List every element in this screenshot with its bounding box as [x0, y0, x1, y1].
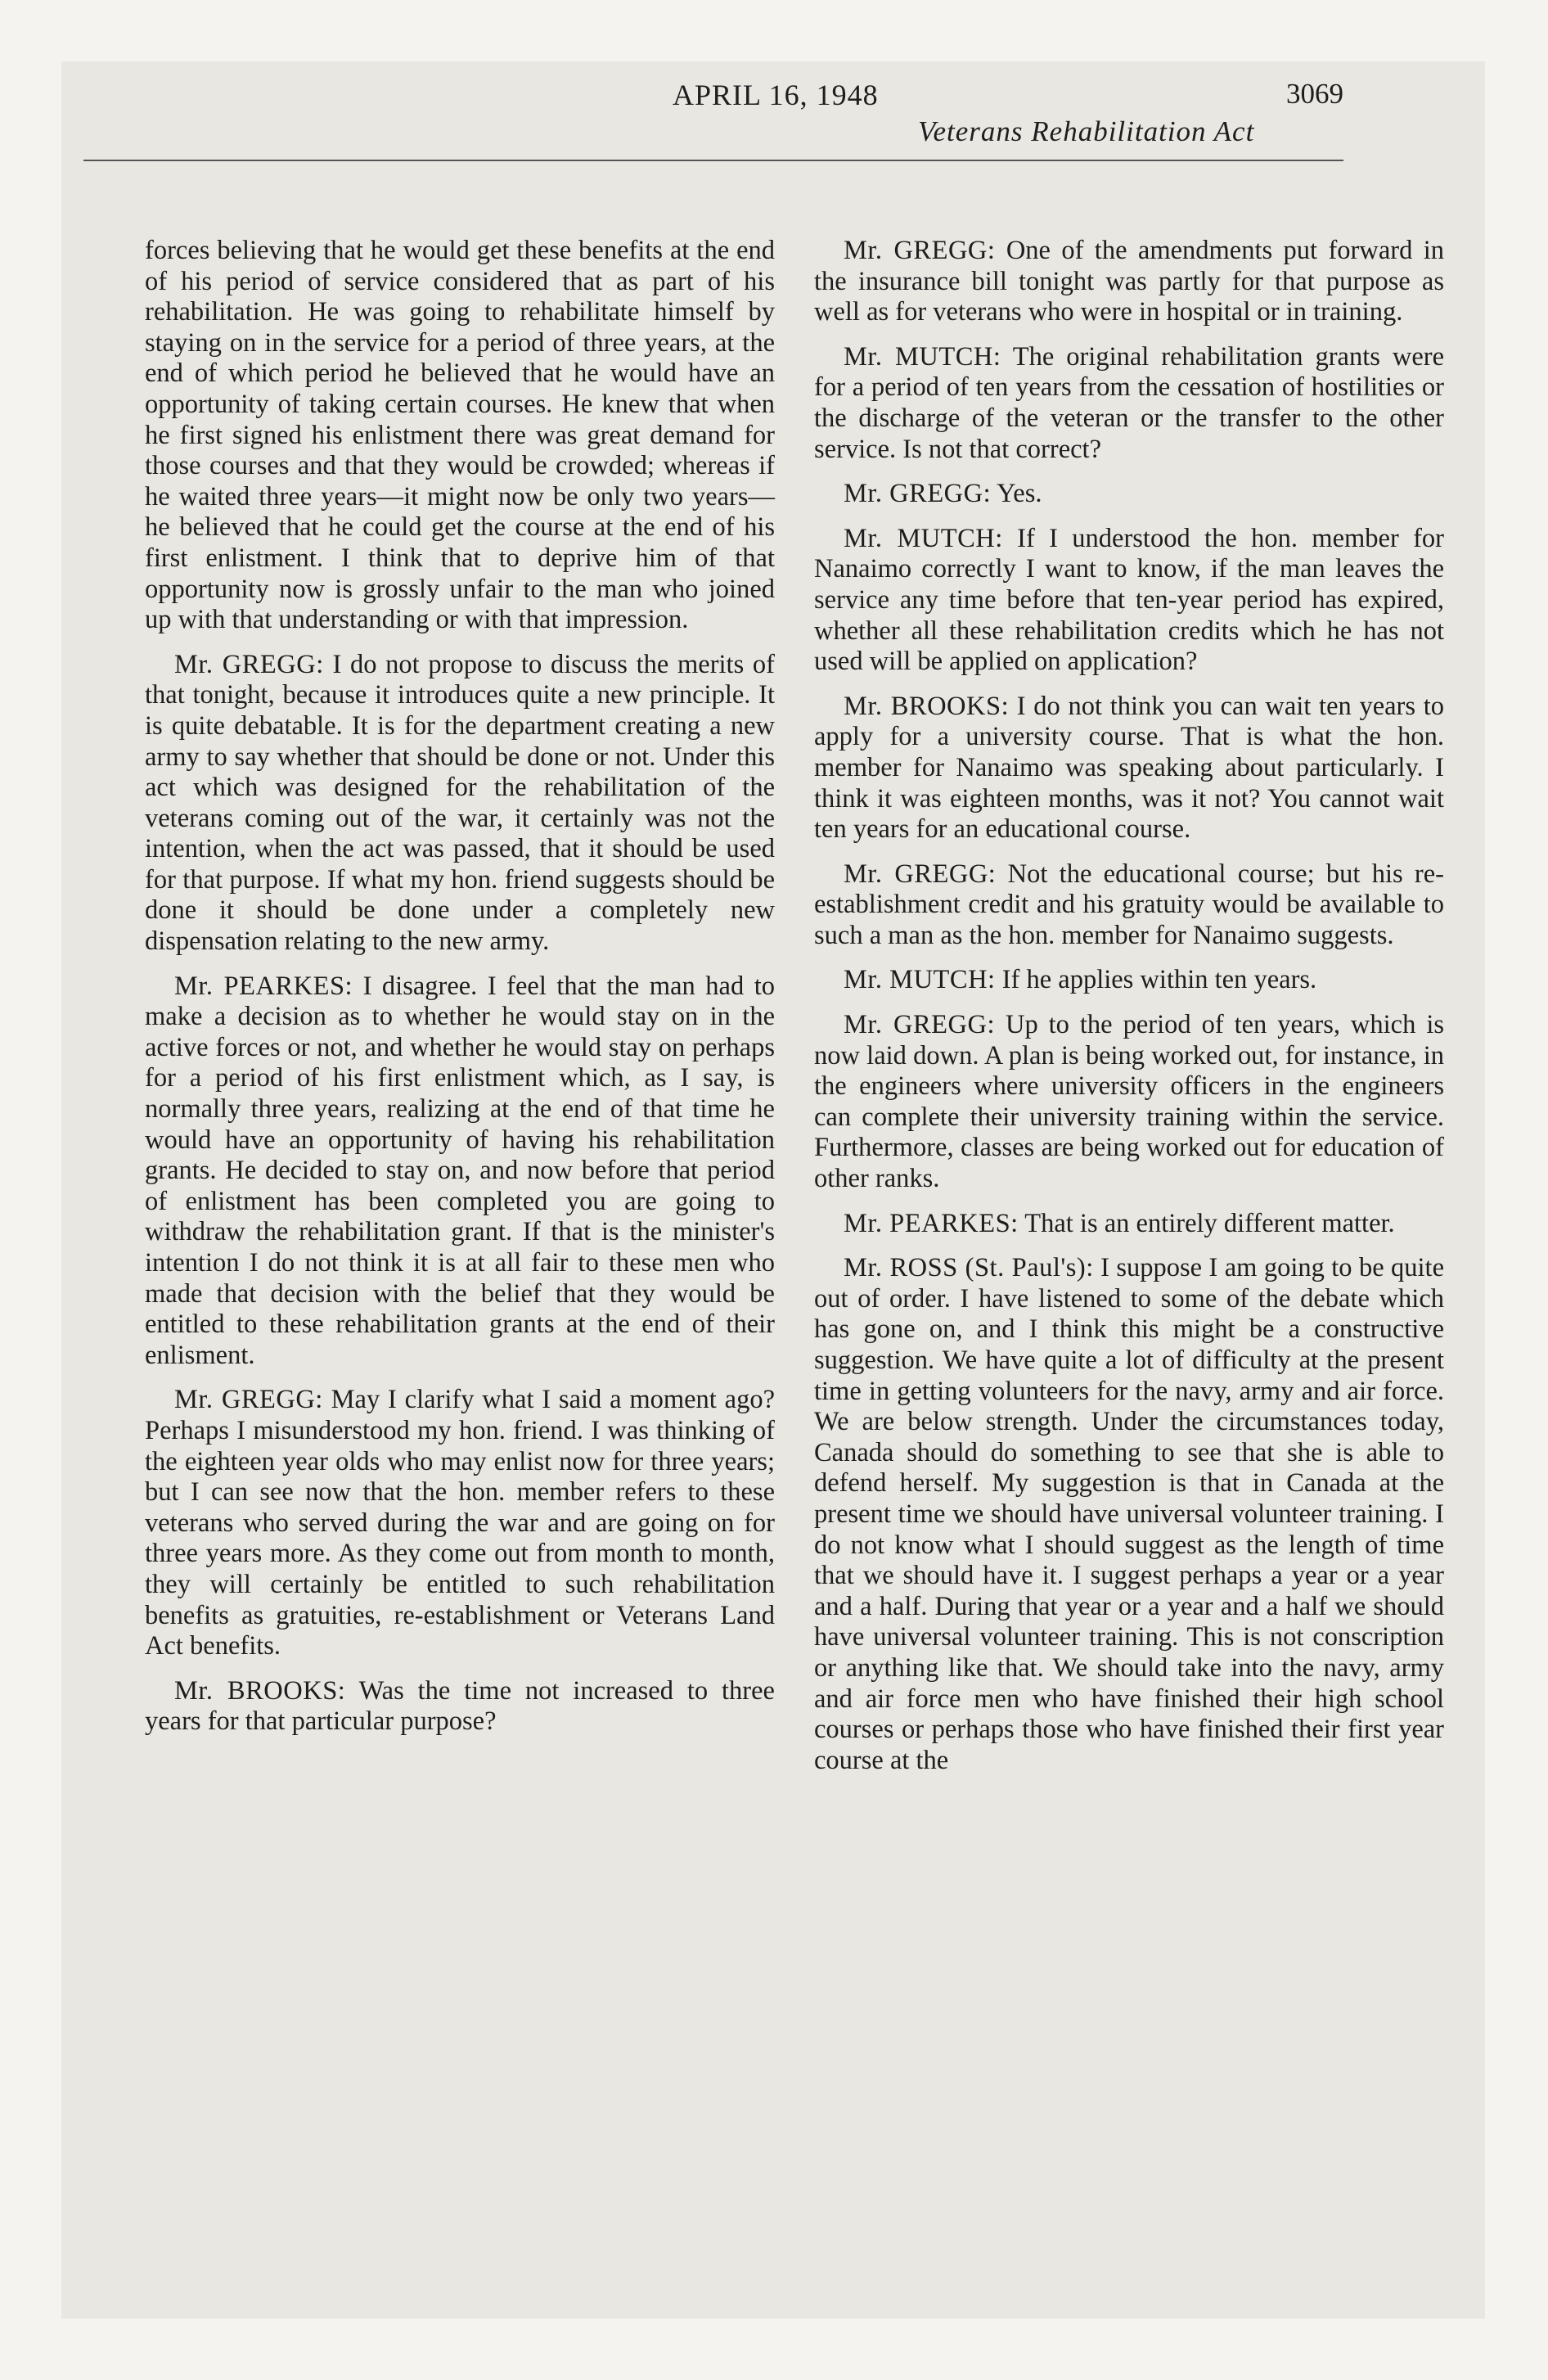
paragraph [814, 1209, 1444, 1240]
speaker-name: Mr. GREGG: [844, 236, 996, 265]
paragraph [814, 236, 1444, 328]
paragraph-text: If he applies within ten years. [1001, 965, 1317, 995]
paragraph-text: Was the time not increased to three years for that particular purpose? [145, 1675, 775, 1737]
page-header [83, 78, 1343, 201]
running-title: Veterans Rehabilitation Act [918, 115, 1255, 147]
paragraph [145, 1385, 775, 1661]
paragraph-text: The original rehabilitation grants were for a period of ten years from the cessation of hostilities or the discharge of the veteran or the transfer to the other service. Is not that correct? [814, 341, 1444, 464]
speaker-name: Mr. MUTCH: [844, 523, 1003, 553]
speaker-name: Mr. BROOKS: [174, 1675, 346, 1706]
paragraph-text: Not the educational course; but his re-establishment credit and his gratuity would be available to such a man as the hon. member for Nanaimo suggests. [814, 859, 1445, 950]
right-column [814, 236, 1444, 1790]
paragraph-text: Up to the period of ten years, which is now laid down. A plan is being worked out, for instance, in the engineers where university officers in the engineers can complete their university training within the service. Furthermore, classes are being worked out for education of other ranks. [814, 1010, 1445, 1194]
paragraph-text: One of the amendments put forward in the insurance bill tonight was partly for that purpose as well as for veterans who were in hospital or in training. [814, 236, 1445, 327]
left-column [145, 236, 775, 1751]
speaker-name: Mr. PEARKES: [174, 971, 353, 1001]
paragraph-text: I do not propose to discuss the merits of that tonight, because it introduces quite a new principle. It is quite debatable. It is for the department creating a new army to say whether that should be done or not. Under this act which was designed for the rehabilitation of the veterans coming out of the war, it certainly was not the intention, when the act was passed, that it should be used for that purpose. If what my hon. friend suggests should be done it should be done under a completely new dispensation relating to the new army. [145, 649, 775, 957]
paragraph [814, 524, 1444, 678]
speaker-name: Mr. MUTCH: [844, 965, 996, 995]
paragraph [814, 859, 1444, 952]
paragraph [814, 479, 1444, 510]
paragraph-text: Yes. [997, 479, 1042, 509]
paragraph-text: If I understood the hon. member for Nanaimo correctly I want to know, if the man leaves the service any time before that ten-year period has expired, whether all these rehabilitation credits which he has not used will be applied on application? [814, 523, 1445, 677]
paragraph-text: May I clarify what I said a moment ago? Perhaps I misunderstood my hon. friend. I was thinking of the eighteen year olds who may enlist now for three years; but I can see now that the hon. member refers to these veterans who served during the war and are going on for three years more. As they come out from month to month, they will certainly be entitled to such rehabilitation benefits as gratuities, re-establishment or Veterans Land Act benefits. [145, 1385, 775, 1661]
speaker-name: Mr. GREGG: [844, 1010, 995, 1040]
paragraph-text: I do not think you can wait ten years to apply for a university course. That is what the hon. member for Nanaimo was speaking about particularly. I think it was eighteen months, was it not? You cannot wait ten years for an educational course. [814, 691, 1444, 845]
paragraph-text: That is an entirely different matter. [1024, 1208, 1395, 1238]
paragraph [145, 236, 775, 636]
speaker-name: Mr. GREGG: [844, 859, 997, 889]
paragraph [814, 1253, 1444, 1776]
paragraph [814, 1010, 1444, 1195]
speaker-name: Mr. GREGG: [844, 479, 992, 509]
paragraph [145, 650, 775, 958]
paragraph [814, 692, 1444, 845]
paragraph [145, 971, 775, 1372]
paragraph [814, 965, 1444, 996]
paragraph-text: I disagree. I feel that the man had to make a decision as to whether he would stay on in the active forces or not, and whether he would stay on perhaps for a period of his first enlistment which, as I say, is normally three years, realizing at the end of that time he would have an opportunity of having his rehabilitation grants. He decided to stay on, and now before that period of enlistment has been completed you are going to withdraw the rehabilitation grant. If that is the minister's intention I do not think it is at all fair to these men who made that decision with the belief that they would be entitled to these rehabilitation grants at the end of their enlisment. [145, 971, 775, 1370]
speaker-name: Mr. GREGG: [174, 649, 324, 679]
page-number: 3069 [1286, 78, 1343, 110]
paragraph-text: I suppose I am going to be quite out of order. I have listened to some of the debate which has gone on, and I think this might be a constructive suggestion. We have quite a lot of difficulty at the present time in getting volunteers for the navy, army and air force. We are below strength. Under the circumstances today, Canada should do something to see that she is able to defend herself. My suggestion is that in Canada at the present time we should have universal volunteer training. I do not know what I should suggest as the length of time that we should have it. I suggest perhaps a year or a year and a half. During that year or a year and a half we should have universal volunteer training. This is not conscription or anything like that. We should take into the navy, army and air force men who have finished their high school courses or perhaps those who have finished their first year course at the [814, 1253, 1444, 1775]
speaker-name: Mr. ROSS (St. Paul's): [844, 1253, 1094, 1283]
paragraph-text: forces believing that he would get these benefits at the end of his period of service considered that as part of his rehabilitation. He was going to rehabilitate himself by staying on in the service for a period of three years, at the end of which period he believed that he would have an opportunity of taking certain courses. He knew that when he first signed his enlistment there was great demand for those courses and that they would be crowded; whereas if he waited three years—it might now be only two years—he believed that he could get the course at the end of his first enlistment. I think that to deprive him of that opportunity now is grossly unfair to the man who joined up with that understanding or with that impression. [145, 236, 775, 635]
header-rule [83, 160, 1343, 161]
paragraph [145, 1676, 775, 1738]
header-date: APRIL 16, 1948 [673, 79, 879, 111]
speaker-name: Mr. MUTCH: [844, 341, 1001, 372]
paragraph [814, 342, 1444, 465]
speaker-name: Mr. PEARKES: [844, 1208, 1019, 1238]
speaker-name: Mr. BROOKS: [844, 691, 1010, 721]
speaker-name: Mr. GREGG: [174, 1385, 323, 1415]
